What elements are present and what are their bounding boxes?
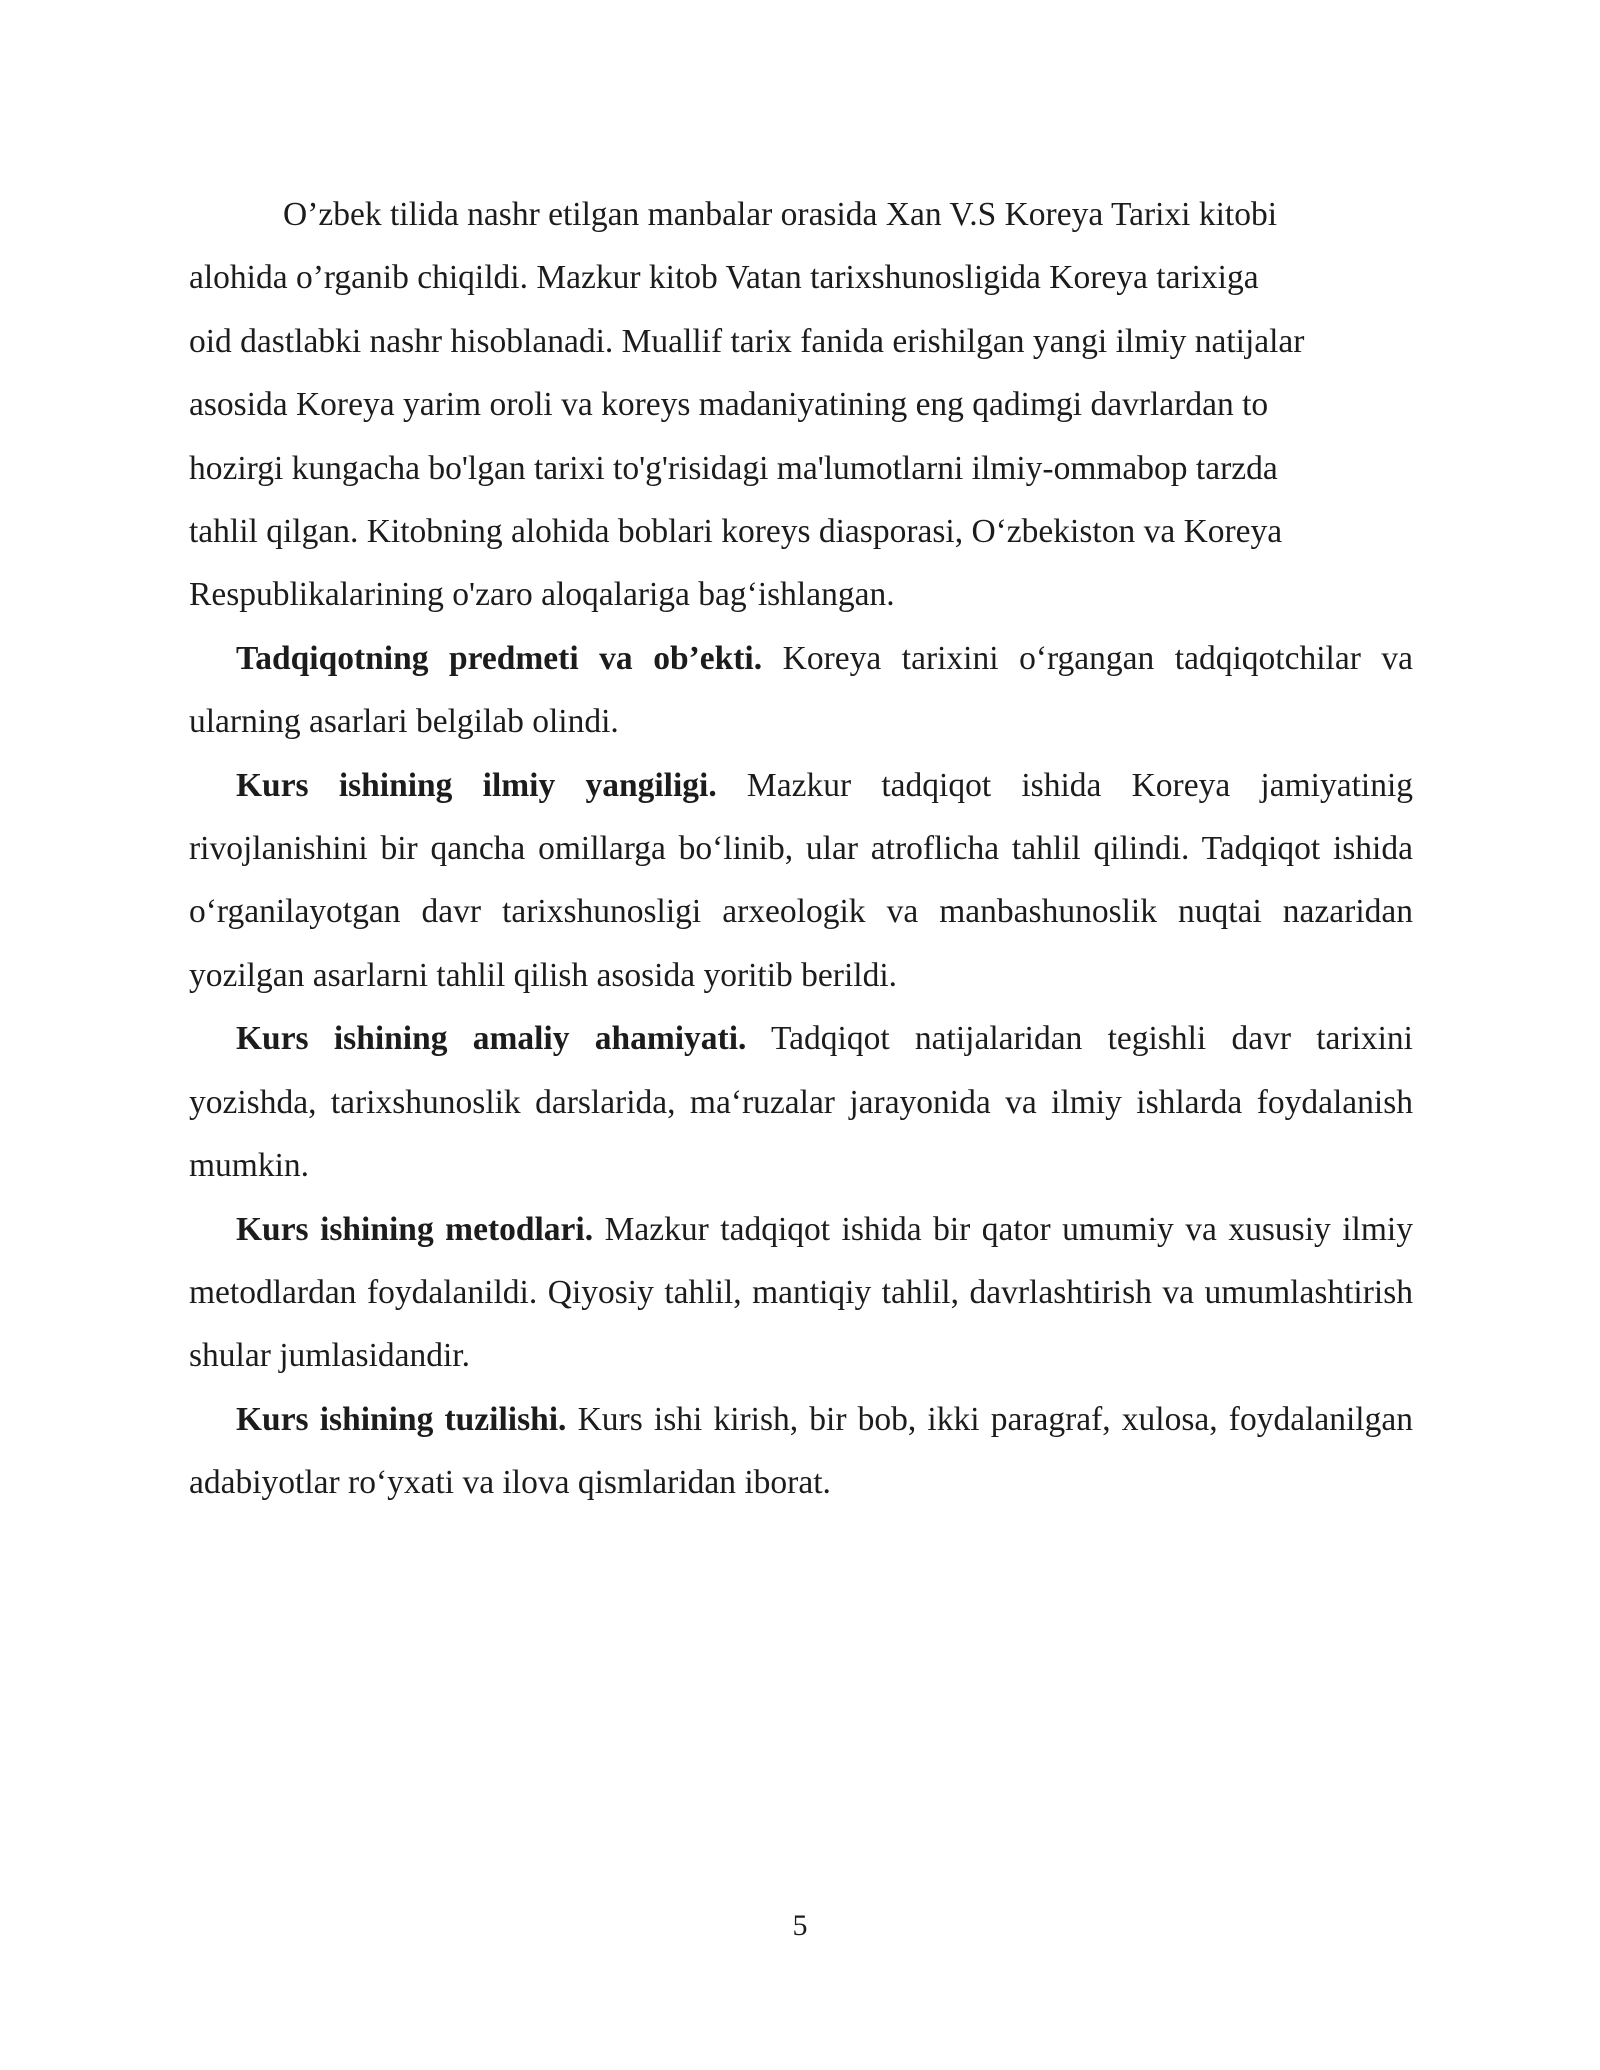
section-heading: Kurs ishining ilmiy yangiligi. <box>236 766 717 804</box>
methods-paragraph <box>189 1198 1413 1388</box>
structure-paragraph <box>189 1388 1413 1515</box>
page-number: 5 <box>792 1909 808 1942</box>
intro-paragraph <box>189 183 1413 627</box>
practical-importance-paragraph <box>189 1007 1413 1197</box>
section-heading: Kurs ishining amaliy ahamiyati. <box>236 1020 747 1058</box>
intro-line: tahlil qilgan. Kitobning alohida boblari koreys diasporasi, O‘zbekiston va Koreya <box>189 513 1283 551</box>
section-text: Mazkur tadqiqot ishida bir qator umumiy va xususiy ilmiy metodlardan foydalanildi. Qiyosiy tahlil, mantiqiy tahlil, davrlashtirish va umumlashtirish shular jumlasidandir. <box>189 1210 1413 1375</box>
section-heading: Kurs ishining metodlari. <box>236 1210 594 1248</box>
intro-line: asosida Koreya yarim oroli va koreys madaniyatining eng qadimgi davrlardan to <box>189 386 1269 424</box>
section-text: Tadqiqot natijalaridan tegishli davr tarixini yozishda, tarixshunoslik darslarida, ma‘ruzalar jarayonida va ilmiy ishlarda foydalanish mumkin. <box>189 1020 1413 1185</box>
intro-line: oid dastlabki nashr hisoblanadi. Muallif tarix fanida erishilgan yangi ilmiy natijalar <box>189 322 1305 360</box>
intro-line: O’zbek tilida nashr etilgan manbalar orasida Xan V.S Koreya Tarixi kitobi <box>283 196 1278 233</box>
section-heading: Tadqiqotning predmeti va ob’ekti. <box>236 639 763 677</box>
intro-line: hozirgi kungacha bo'lgan tarixi to'g'risidagi ma'lumotlarni ilmiy-ommabop tarzda <box>189 449 1278 487</box>
intro-line: alohida o’rganib chiqildi. Mazkur kitob Vatan tarixshunosligida Koreya tarixiga <box>189 259 1259 297</box>
document-page <box>189 183 1413 1515</box>
subject-object-paragraph <box>189 627 1413 754</box>
intro-line: Respublikalarining o'zaro aloqalariga bag‘ishlangan. <box>189 576 895 614</box>
section-text: Koreya tarixini o‘rgangan tadqiqotchilar va ularning asarlari belgilab olindi. <box>189 639 1414 741</box>
section-text: Mazkur tadqiqot ishida Koreya jamiyatinig rivojlanishini bir qancha omillarga bo‘linib, ular atroflicha tahlil qilindi. Tadqiqot ishida o‘rganilayotgan davr tarixshunosligi arxeologik va manbashunoslik nuqtai nazaridan yozilgan asarlarni tahlil qilish asosida yoritib berildi. <box>189 766 1413 994</box>
section-heading: Kurs ishining tuzilishi. <box>236 1400 567 1438</box>
scientific-novelty-paragraph <box>189 754 1413 1008</box>
section-text: Kurs ishi kirish, bir bob, ikki paragraf, xulosa, foydalanilgan adabiyotlar ro‘yxati va ilova qismlaridan iborat. <box>189 1400 1413 1502</box>
